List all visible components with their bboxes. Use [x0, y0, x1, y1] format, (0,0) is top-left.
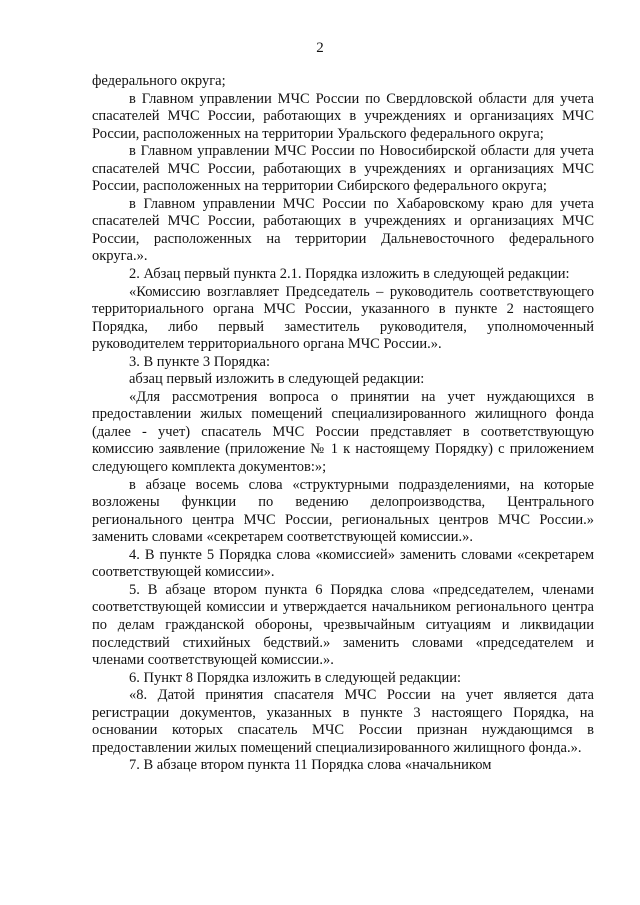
paragraph: 3. В пункте 3 Порядка: — [129, 353, 270, 370]
paragraph: «Комиссию возглавляет Председатель – руководитель соответствующего территориального органа МЧС России, указанного в пункте 2 настоящего Порядка, либо первый заместитель руководителя, уполномоченный руководителем территориального органа МЧС России.». — [92, 283, 594, 353]
paragraph: 5. В абзаце втором пункта 6 Порядка слова «председателем, членами соответствующей комиссии и утверждается начальником регионального центра по делам гражданской обороны, чрезвычайным ситуациям и ликвидации последствий стихийных бедствий.» заменить словами «председателем и членами соответствующей комиссии.». — [92, 581, 594, 669]
page-number: 2 — [316, 40, 324, 56]
paragraph: абзац первый изложить в следующей редакции: — [129, 371, 425, 388]
paragraph: в Главном управлении МЧС России по Свердловской области для учета спасателей МЧС России, работающих в учреждениях и организациях МЧС России, расположенных на территории Уральского федерального округа; — [92, 90, 594, 142]
paragraph: в Главном управлении МЧС России по Новосибирской области для учета спасателей МЧС России, работающих в учреждениях и организациях МЧС России, расположенных на территории Сибирского федерального округа; — [92, 143, 594, 195]
document-body — [92, 73, 594, 775]
paragraph: в абзаце восемь слова «структурными подразделениями, на которые возложены функции по ведению делопроизводства, Центрального регионального центра МЧС России, региональных центров МЧС России.» заменить словами «секретарем соответствующей комиссии.». — [92, 476, 594, 546]
paragraph: «8. Датой принятия спасателя МЧС России на учет является дата регистрации документов, указанных в пункте 3 настоящего Порядка, на основании которых спасатель МЧС России признан нуждающимся в предоставлении жилых помещений специализированного жилищного фонда.». — [92, 687, 594, 756]
paragraph: 2. Абзац первый пункта 2.1. Порядка изложить в следующей редакции: — [129, 266, 570, 283]
paragraph: в Главном управлении МЧС России по Хабаровскому краю для учета спасателей МЧС России, работающих в учреждениях и организациях МЧС России, расположенных на территории Дальневосточного федерального округа.». — [92, 195, 594, 265]
paragraph: 4. В пункте 5 Порядка слова «комиссией» заменить словами «секретарем соответствующей комиссии». — [92, 546, 594, 581]
paragraph: 7. В абзаце втором пункта 11 Порядка слова «начальником — [129, 757, 492, 774]
paragraph: 6. Пункт 8 Порядка изложить в следующей редакции: — [129, 669, 462, 686]
paragraph: «Для рассмотрения вопроса о принятии на учет нуждающихся в предоставлении жилых помещений специализированного жилищного фонда (далее - учет) спасатель МЧС России представляет в соответствующую комиссию заявление (приложение № 1 к настоящему Порядку) с приложением следующего комплекта документов:»; — [92, 388, 594, 476]
paragraph: федерального округа; — [92, 73, 226, 89]
